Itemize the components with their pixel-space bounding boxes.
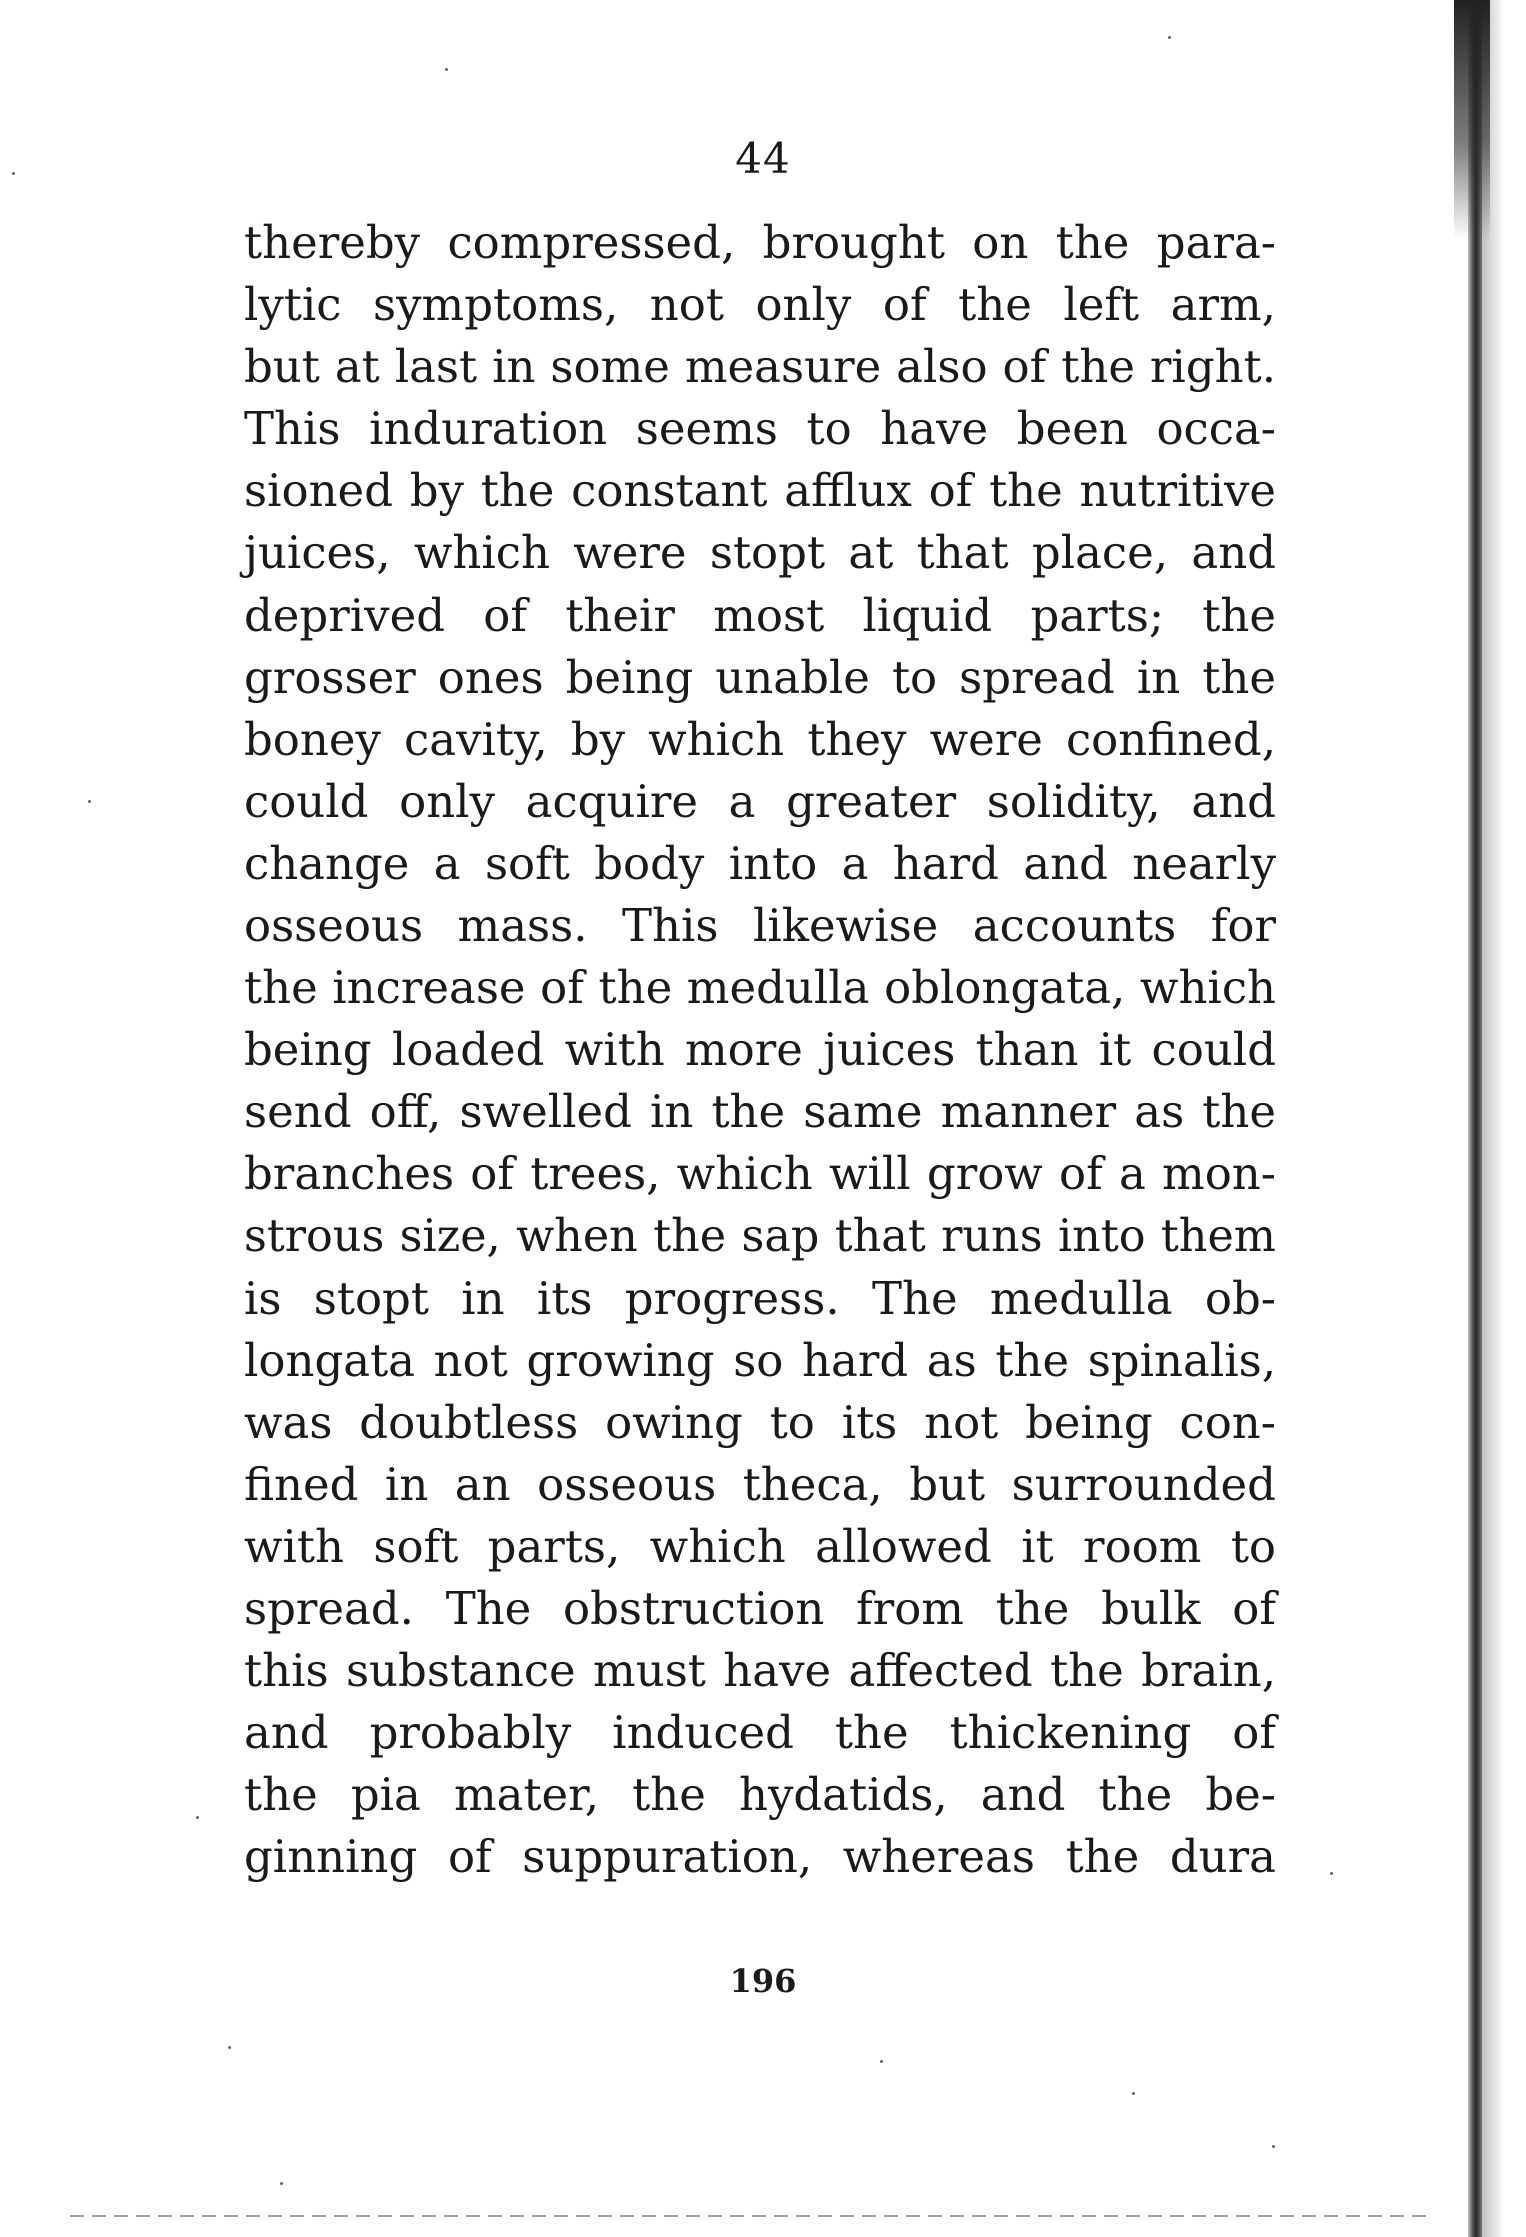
text-line: grosser ones being unable to spread in the — [244, 650, 1276, 704]
scan-speck — [280, 2182, 283, 2185]
text-line: this substance must have affected the brain, — [244, 1644, 1276, 1698]
text-line: juices, which were stopt at that place, and — [244, 526, 1276, 580]
text-line: send off, swelled in the same manner as the — [244, 1085, 1276, 1139]
body-text — [244, 212, 1276, 1889]
text-line: the pia mater, the hydatids, and the be- — [244, 1768, 1276, 1822]
signature-mark: 196 — [729, 1962, 797, 2000]
text-line: change a soft body into a hard and nearly — [244, 836, 1276, 890]
text-line: but at last in some measure also of the right. — [244, 340, 1276, 394]
text-line: branches of trees, which will grow of a mon- — [244, 1147, 1276, 1201]
text-line: thereby compressed, brought on the para- — [244, 216, 1276, 269]
text-line: with soft parts, which allowed it room to — [244, 1519, 1276, 1573]
page-bottom-edge — [70, 2215, 1430, 2217]
text-line: boney cavity, by which they were confined, — [244, 712, 1276, 766]
text-line: spread. The obstruction from the bulk of — [244, 1582, 1276, 1636]
scan-speck — [1272, 2145, 1275, 2148]
text-line: and probably induced the thickening of — [244, 1706, 1276, 1760]
scan-speck — [1168, 36, 1171, 39]
text-line: being loaded with more juices than it could — [244, 1023, 1276, 1077]
scan-speck — [880, 2060, 883, 2063]
text-line: strous size, when the sap that runs into them — [244, 1210, 1276, 1262]
text-line: fined in an osseous theca, but surrounded — [244, 1457, 1276, 1511]
text-line: longata not growing so hard as the spinalis, — [244, 1333, 1276, 1387]
text-line: could only acquire a greater solidity, and — [244, 774, 1276, 828]
text-line: ginning of suppuration, whereas the dura — [244, 1830, 1276, 1884]
scan-speck — [445, 68, 448, 71]
text-line: is stopt in its progress. The medulla ob- — [244, 1271, 1276, 1325]
scan-speck — [196, 1816, 199, 1819]
binding-edge-top — [1454, 0, 1490, 240]
gutter-shadow — [1482, 0, 1504, 2237]
scan-speck — [88, 800, 91, 803]
scan-speck — [1330, 1872, 1333, 1875]
scan-speck — [12, 172, 15, 175]
text-line: the increase of the medulla oblongata, which — [244, 961, 1276, 1015]
page-number: 44 — [735, 134, 791, 183]
text-line: sioned by the constant afflux of the nutritive — [244, 464, 1276, 518]
scan-speck — [228, 2046, 231, 2049]
text-line: was doubtless owing to its not being con- — [244, 1395, 1276, 1449]
text-line: This induration seems to have been occa- — [244, 402, 1276, 456]
scan-speck — [1132, 2092, 1135, 2095]
text-line: lytic symptoms, not only of the left arm, — [244, 278, 1276, 332]
binding-edge — [1468, 0, 1482, 2237]
text-line: osseous mass. This likewise accounts for — [244, 899, 1276, 953]
text-line: deprived of their most liquid parts; the — [244, 588, 1276, 642]
